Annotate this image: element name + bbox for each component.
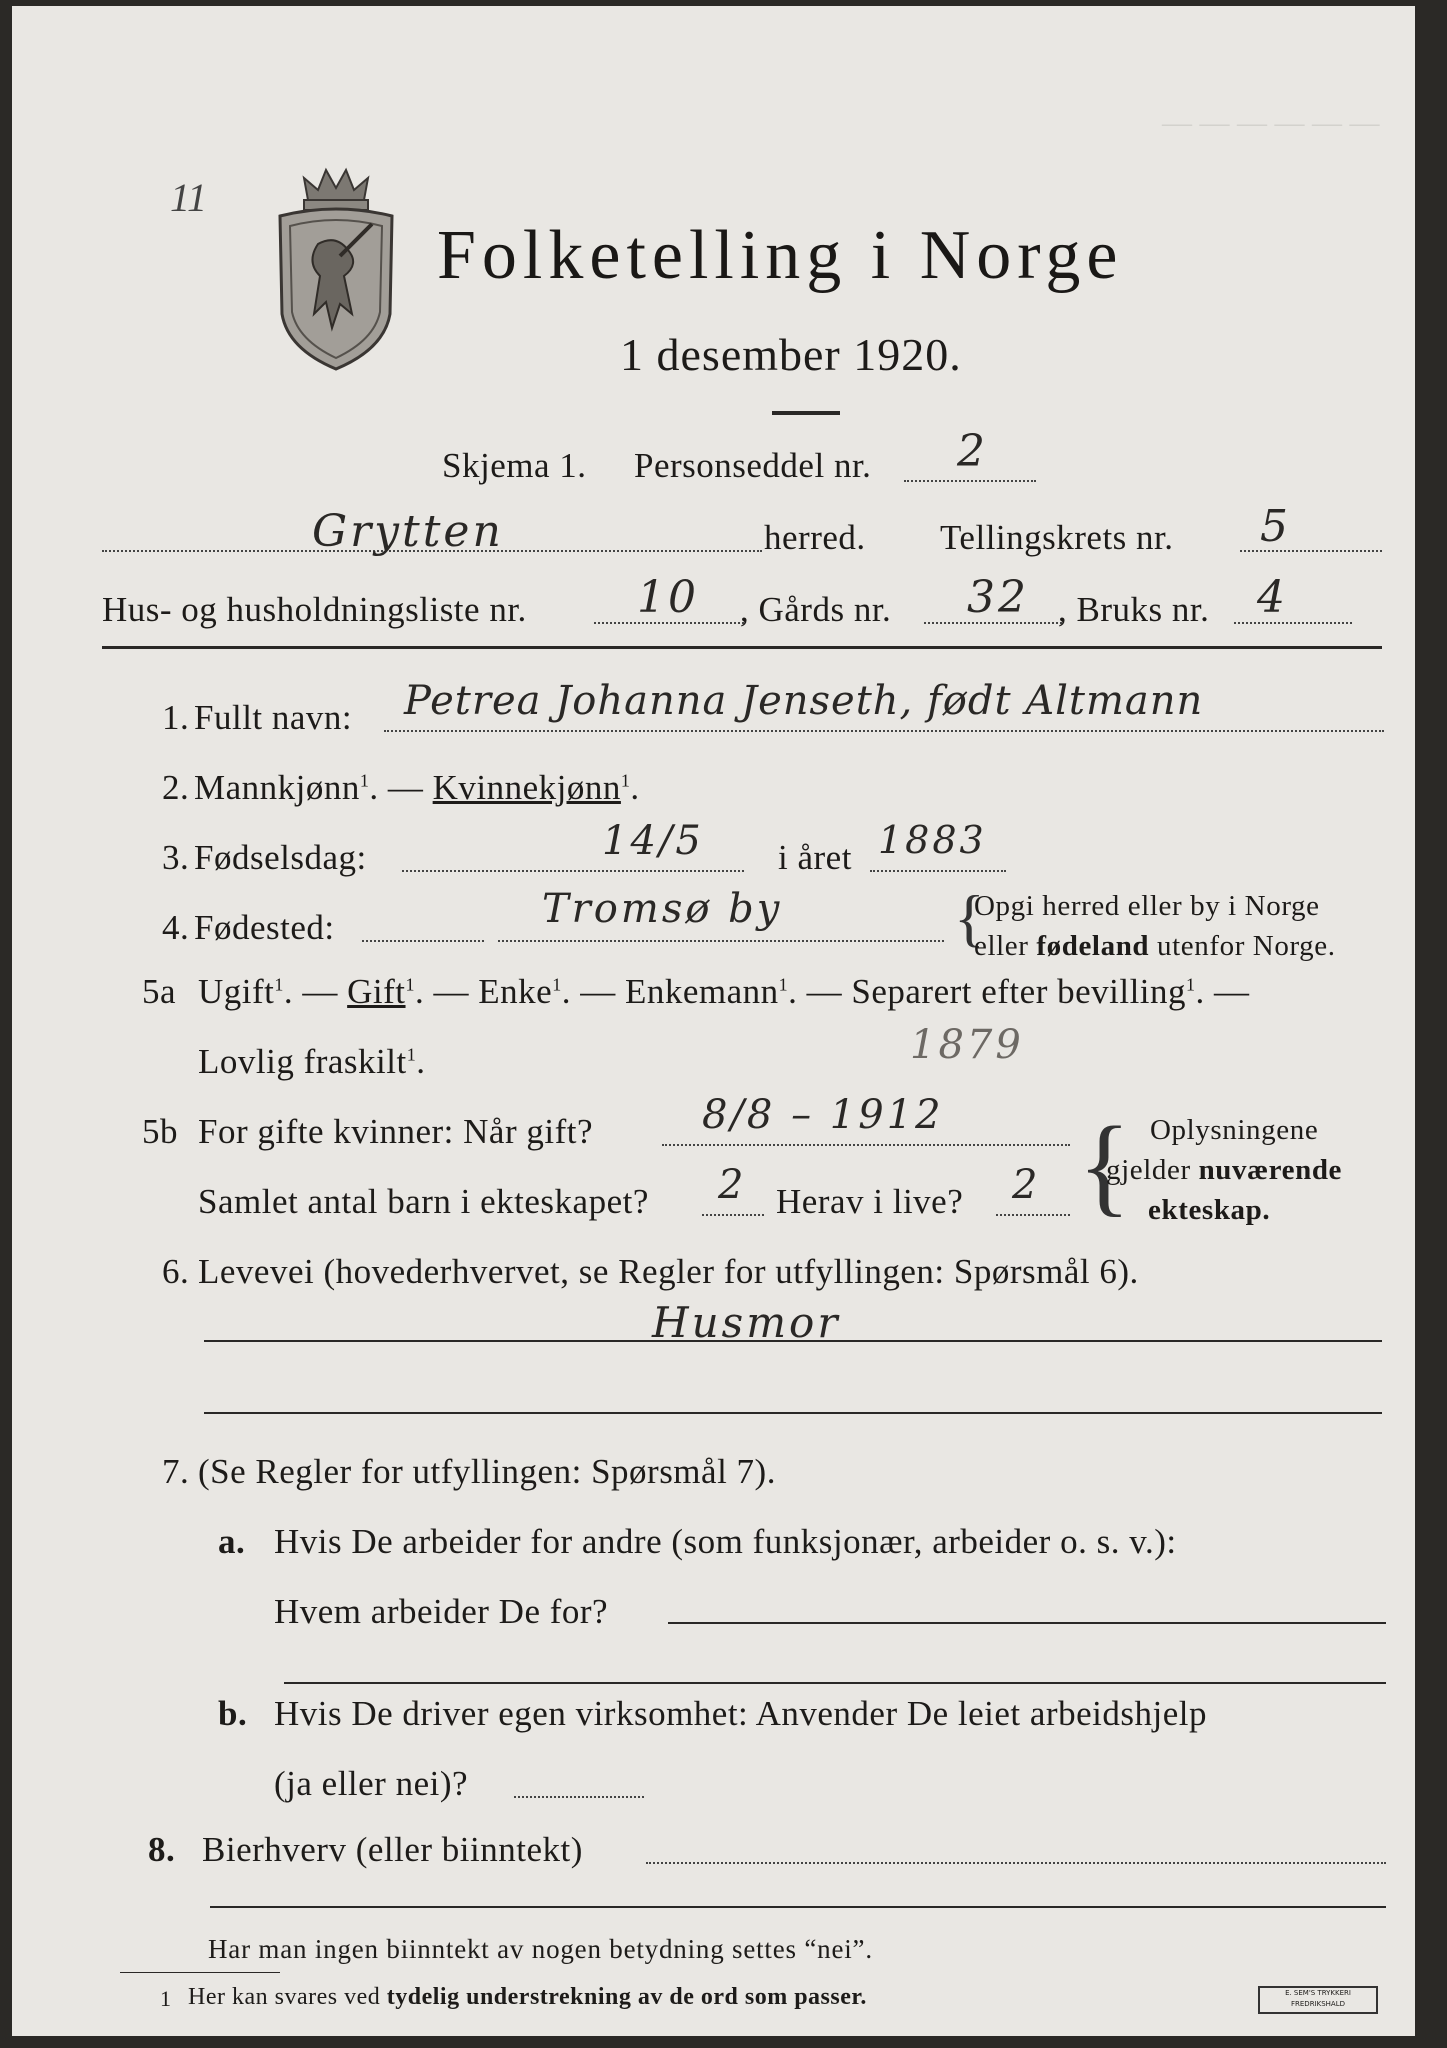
tellingskrets-label: Tellingskrets nr. [940, 518, 1174, 557]
bruks-label: , Bruks nr. [1058, 590, 1210, 629]
title-divider [772, 411, 840, 415]
q7b-ja-nei-label: (ja eller nei)? [274, 1764, 469, 1803]
q5a-marital-options: Ugift$^1$. — Gift$^1$. — Enke$^1$. — Enkemann$^1$. — Separert efter bevilling$^1$. — [198, 972, 1250, 1011]
q1-label: Fullt navn: [194, 698, 353, 737]
q3-birthday-value: 14/5 [602, 818, 704, 864]
q5b-barn-field-line [702, 1214, 764, 1216]
q7a-hvem-label: Hvem arbeider De for? [274, 1592, 609, 1631]
q4-field-line-b [498, 940, 944, 942]
q5b-note-line1: Oplysningene [1150, 1114, 1319, 1146]
q6-answer-line-2 [204, 1412, 1382, 1414]
q5b-label: For gifte kvinner: Når gift? [198, 1112, 594, 1151]
q7a-answer-line-2 [284, 1682, 1386, 1684]
q3-label: Fødselsdag: [194, 838, 367, 877]
footnote-divider [120, 1972, 280, 1973]
q5b-barn-value: 2 [718, 1162, 747, 1208]
q1-full-name-value: Petrea Johanna Jenseth, født Altmann [404, 678, 1204, 724]
census-form-page [12, 6, 1415, 2036]
q5b-live-label: Herav i live? [776, 1182, 964, 1221]
footnote-text: Her kan svares ved tydelig understrekning av de ord som passer. [188, 1984, 867, 2010]
q8-field-line [646, 1862, 1386, 1864]
q4-note-line1: Opgi herred eller by i Norge [974, 890, 1320, 922]
gards-label: , Gårds nr. [740, 590, 892, 629]
herred-value: Grytten [312, 506, 504, 557]
q4-birthplace-value: Tromsø by [542, 886, 783, 932]
q2-mann-option: Mannkjønn [194, 768, 360, 807]
q5b-live-field-line [996, 1214, 1070, 1216]
q6-answer-line-1 [204, 1340, 1382, 1342]
q4-label: Fødested: [194, 908, 335, 947]
q5b-number: 5b [142, 1112, 178, 1151]
q7a-answer-line-1 [668, 1622, 1386, 1624]
personseddel-label: Personseddel nr. [634, 446, 872, 485]
q6-occupation-value: Husmor [652, 1298, 841, 1347]
q3-field-line [402, 870, 744, 872]
q6-number: 6. [162, 1252, 190, 1291]
gards-value: 32 [967, 572, 1029, 623]
husliste-value: 10 [637, 572, 699, 623]
bleed-through-text: — — — — — — [1162, 106, 1380, 139]
q5b-note-line3: ekteskap. [1148, 1194, 1271, 1226]
q5b-married-date-value: 8/8 – 1912 [702, 1092, 944, 1138]
q7a-letter: a. [218, 1522, 246, 1561]
q7b-question: Hvis De driver egen virksomhet: Anvender De leiet arbeidshjelp [274, 1694, 1207, 1733]
q8-answer-line [210, 1906, 1386, 1908]
q7b-letter: b. [218, 1694, 248, 1733]
q4-note-line2: eller fødeland utenfor Norge. [974, 930, 1336, 962]
q4-note-brace: { [954, 882, 985, 953]
herred-label: herred. [764, 518, 866, 557]
header-section-divider [102, 646, 1382, 649]
bruks-field-line [1234, 622, 1352, 624]
bruks-value: 4 [1257, 572, 1288, 623]
page-title: Folketelling i Norge [437, 217, 1124, 294]
q5b-barn-label: Samlet antal barn i ekteskapet? [198, 1182, 649, 1221]
q2-number: 2. [162, 768, 190, 807]
q4-field-line-a [362, 940, 484, 942]
q3-aret-field-line [870, 870, 1006, 872]
q5b-note-brace: { [1078, 1104, 1131, 1226]
husliste-label: Hus- og husholdningsliste nr. [102, 590, 527, 629]
skjema-label: Skjema 1. [442, 446, 587, 485]
q7a-question: Hvis De arbeider for andre (som funksjonær, arbeider o. s. v.): [274, 1522, 1177, 1561]
q2-kvinne-option-underlined: Kvinnekjønn [432, 768, 621, 807]
q3-year-value: 1883 [878, 818, 987, 862]
personseddel-field-line [904, 480, 1036, 482]
q5a-number: 5a [142, 972, 177, 1011]
q5b-note-line2: gjelder nuværende [1106, 1154, 1343, 1186]
q5a-lovlig: Lovlig fraskilt$^1$. [198, 1042, 426, 1081]
footnote-number: 1 [160, 1986, 171, 2011]
q5a-pencil-year-note: 1879 [910, 1022, 1024, 1068]
q3-number: 3. [162, 838, 190, 877]
q5b-field-line [662, 1144, 1070, 1146]
q4-number: 4. [162, 908, 190, 947]
q2-sex-options: Mannkjønn$^1$. — Kvinnekjønn$^1$. [194, 768, 640, 807]
q5a-gift-underlined: Gift [347, 972, 406, 1011]
footer-note: Har man ingen biinntekt av nogen betydning settes “nei”. [208, 1934, 873, 1964]
q8-number: 8. [148, 1830, 176, 1869]
q7-number: 7. [162, 1452, 190, 1491]
q1-field-line [384, 730, 1384, 732]
coat-of-arms-icon [274, 164, 399, 374]
census-date: 1 desember 1920. [620, 329, 962, 380]
q5b-live-value: 2 [1012, 1162, 1041, 1208]
q6-label: Levevei (hovederhvervet, se Regler for utfyllingen: Spørsmål 6). [198, 1252, 1139, 1291]
q7-label: (Se Regler for utfyllingen: Spørsmål 7). [198, 1452, 776, 1491]
printer-stamp: E. SEM'S TRYKKERI FREDRIKSHALD [1258, 1986, 1378, 2014]
q1-number: 1. [162, 698, 190, 737]
corner-pencil-mark: 11 [170, 175, 208, 220]
personseddel-value: 2 [957, 426, 988, 477]
tellingskrets-value: 5 [1260, 501, 1291, 552]
q3-aret-label: i året [778, 838, 852, 877]
q7b-field-line [514, 1796, 644, 1798]
q8-label: Bierhverv (eller biinntekt) [202, 1830, 583, 1869]
